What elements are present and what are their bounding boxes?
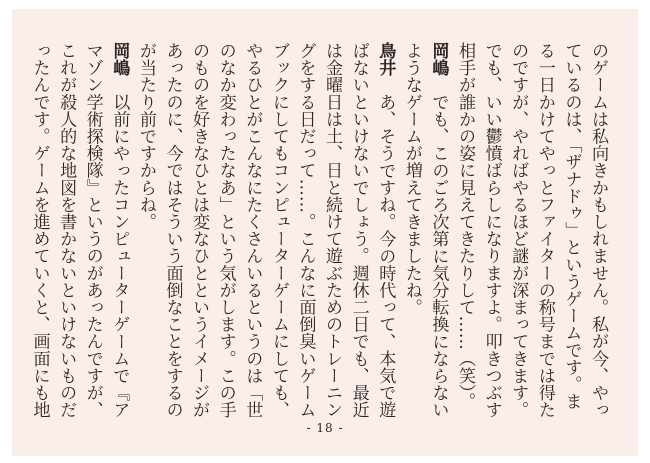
text-line xyxy=(505,42,532,420)
line-text: やるひとがこんなにたくさんいるというのは「世 xyxy=(242,42,263,419)
text-line xyxy=(451,42,478,420)
line-text: でも、このごろ次第に気分転換にならない xyxy=(428,76,449,419)
text-line xyxy=(292,42,319,420)
line-text: でも、いい鬱憤ばらしになりますよ。叩きつぶす xyxy=(481,42,502,419)
line-text: が当たり前ですからね。 xyxy=(135,42,156,231)
text-line xyxy=(398,42,425,420)
line-text: ったんです。ゲームを進めていくと、画面にも地 xyxy=(29,42,50,419)
line-text: は金曜日は土、日と続けて遊ぶためのトレーニン xyxy=(322,42,343,419)
text-line xyxy=(345,42,372,420)
line-text: る一日かけてやっとファイターの称号までは得た xyxy=(534,42,555,419)
line-text: ているのは、「ザナドゥ」というゲームです。ま xyxy=(561,42,582,410)
text-line xyxy=(531,42,558,420)
text-line xyxy=(212,42,239,420)
text-line xyxy=(239,42,266,420)
speaker-name: 岡嶋 xyxy=(428,42,449,77)
speaker-name: 岡嶋 xyxy=(109,42,130,77)
text-line xyxy=(425,42,452,420)
line-text: あ、そうですね。今の時代って、本気で遊 xyxy=(375,76,396,419)
line-text: のなか変わったなあ」という気がします。この手 xyxy=(215,42,236,419)
book-page xyxy=(12,9,638,456)
line-text: グをする日だって……。こんなに面倒臭いゲーム xyxy=(295,42,316,419)
line-text: ばないといけないでしょう。週休二日でも、最近 xyxy=(348,42,369,419)
line-text: のものを好きなひとは変なひとというイメージが xyxy=(189,42,210,419)
text-line xyxy=(265,42,292,420)
text-line xyxy=(132,42,159,420)
text-line xyxy=(478,42,505,420)
line-text: ようなゲームが増えてきましたね。 xyxy=(401,42,422,316)
page-number: - 18 - xyxy=(306,421,344,435)
body-text xyxy=(29,42,611,420)
text-line xyxy=(318,42,345,420)
line-text: ブックにしてもコンピューターゲームにしても、 xyxy=(268,42,289,419)
text-line xyxy=(79,42,106,420)
text-line xyxy=(372,42,399,420)
line-text: のですが、やればやるほど謎が深まってきます。 xyxy=(508,42,529,419)
line-text: マゾン学術探検隊』というのがあったんですが、 xyxy=(82,42,103,419)
text-line xyxy=(106,42,133,420)
line-text: あったのに、今ではそういう面倒なことをするの xyxy=(162,42,183,419)
text-line xyxy=(53,42,80,420)
line-text: これが殺人的な地図を書かないといけないものだ xyxy=(56,42,77,419)
text-line xyxy=(26,42,53,420)
text-line xyxy=(159,42,186,420)
text-line xyxy=(186,42,213,420)
line-text: 以前にやったコンピューターゲームで『ア xyxy=(109,76,130,419)
text-line xyxy=(584,42,611,420)
speaker-name: 鳥井 xyxy=(375,42,396,77)
text-line xyxy=(558,42,585,420)
line-text: のゲームは私向きかもしれません。私が今、やっ xyxy=(588,42,608,419)
line-text: 相手が誰かの姿に見えてきたりして……（笑）。 xyxy=(455,42,476,410)
